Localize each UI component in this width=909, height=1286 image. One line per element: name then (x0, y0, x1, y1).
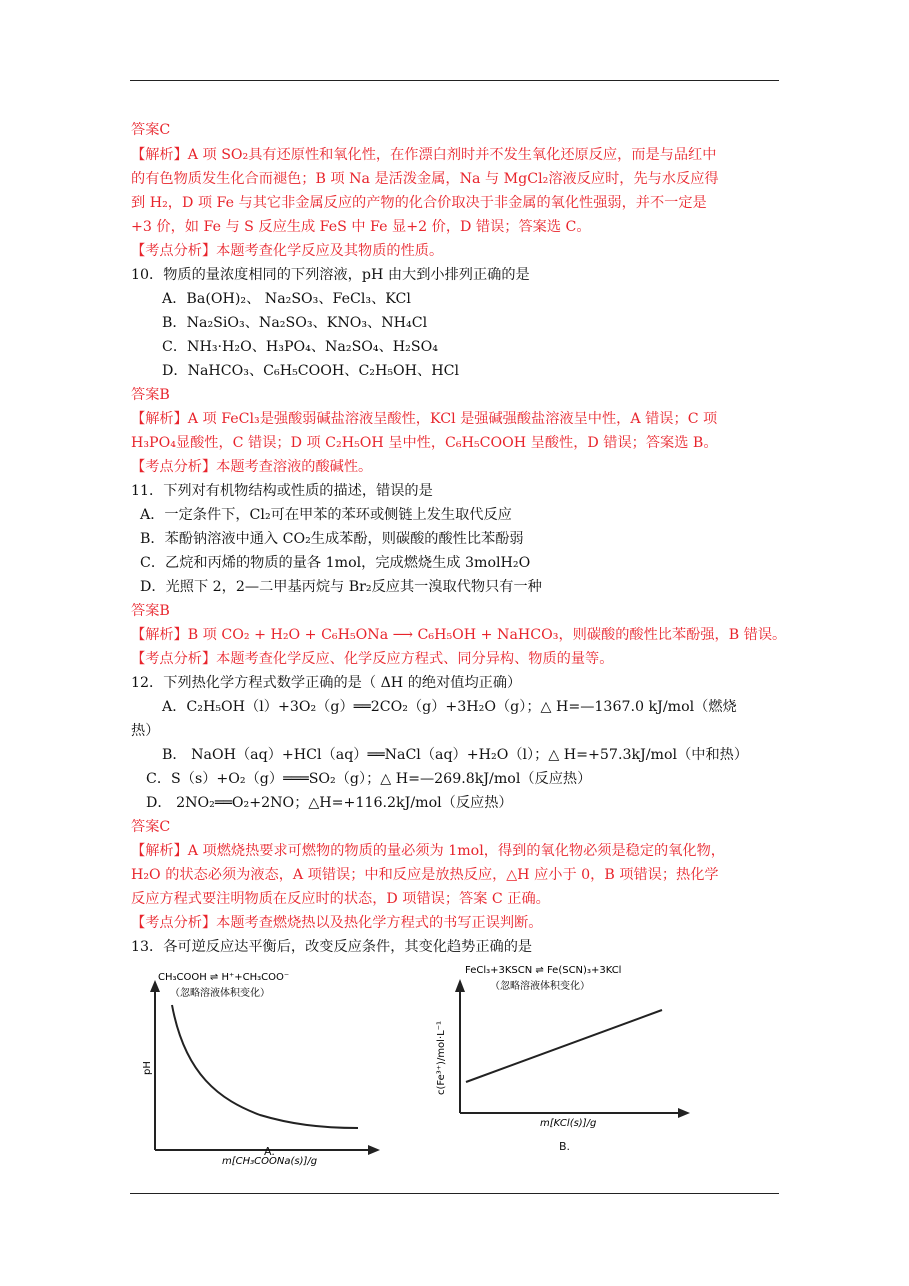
q12-option-a: A．C₂H₅OH（l）+3O₂（g）══2CO₂（g）+3H₂O（g）；△ H=—1367.0 kJ/mol（燃烧 (162, 699, 737, 715)
question-11: 11．下列对有机物结构或性质的描述，错误的是 (131, 483, 433, 499)
figure-a-note: （忽略溶液体积变化） (170, 988, 270, 999)
figure-b-note: （忽略溶液体积变化） (490, 981, 590, 992)
answer-9: 答案C (131, 122, 171, 138)
explanation-10-line2: H₃PO₄显酸性，C 错误；D 项 C₂H₅OH 呈中性，C₆H₅COOH 呈酸性，D 错误；答案选 B。 (131, 435, 718, 451)
analysis-10: 【考点分析】本题考查溶液的酸碱性。 (131, 459, 373, 475)
answer-10: 答案B (131, 387, 170, 403)
figure-a-caption: A. (264, 1145, 275, 1158)
answer-12: 答案C (131, 819, 171, 835)
figure-a-ylabel: pH (142, 1061, 153, 1075)
figure-b (430, 955, 700, 1130)
q11-option-c: C．乙烷和丙烯的物质的量各 1mol，完成燃烧生成 3molH₂O (140, 555, 531, 571)
question-12: 12．下列热化学方程式数学正确的是（ ΔH 的绝对值均正确） (131, 675, 522, 691)
footer-rule (130, 1193, 779, 1194)
explanation-9-line4: +3 价，如 Fe 与 S 反应生成 FeS 中 Fe 显+2 价，D 错误；答案选 C。 (131, 219, 591, 235)
explanation-9-line1: 【解析】A 项 SO₂具有还原性和氧化性，在作漂白剂时并不发生氧化还原反应，而是与品红中 (131, 147, 717, 163)
figure-b-ylabel: c(Fe³⁺)/mol·L⁻¹ (436, 1021, 447, 1095)
figure-a-equation: CH₃COOH ⇌ H⁺+CH₃COO⁻ (158, 972, 290, 983)
answer-11: 答案B (131, 603, 170, 619)
q11-option-d: D．光照下 2，2—二甲基丙烷与 Br₂反应其一溴取代物只有一种 (140, 579, 542, 595)
explanation-9-line2: 的有色物质发生化合而褪色；B 项 Na 是活泼金属，Na 与 MgCl₂溶液反应时，先与水反应得 (131, 171, 719, 187)
q11-option-b: B．苯酚钠溶液中通入 CO₂生成苯酚，则碳酸的酸性比苯酚弱 (140, 531, 524, 547)
analysis-11: 【考点分析】本题考查化学反应、化学反应方程式、同分异构、物质的量等。 (131, 651, 614, 667)
explanation-12-line1: 【解析】A 项燃烧热要求可燃物的物质的量必须为 1mol，得到的氧化物必须是稳定的氧化物， (131, 843, 725, 859)
explanation-9-line3: 到 H₂，D 项 Fe 与其它非金属反应的产物的化合价取决于非金属的氧化性强弱，并不一定是 (131, 195, 707, 211)
figure-a-x-arrow (368, 1145, 380, 1155)
explanation-12-line3: 反应方程式要注明物质在反应时的状态，D 项错误；答案 C 正确。 (131, 891, 550, 907)
explanation-12-line2: H₂O 的状态必须为液态，A 项错误；中和反应是放热反应，△H 应小于 0，B 项错误；热化学 (131, 867, 719, 883)
figure-b-xlabel: m[KCl(s)]/g (540, 1118, 597, 1129)
q12-option-b: B． NaOH（aq）+HCl（aq）══NaCl（aq）+H₂O（l）；△ H=+57.3kJ/mol（中和热） (162, 747, 749, 763)
figure-b-line (466, 1010, 662, 1082)
q10-option-c: C．NH₃·H₂O、H₃PO₄、Na₂SO₄、H₂SO₄ (162, 339, 438, 355)
figure-b-x-arrow (678, 1108, 690, 1118)
explanation-10-line1: 【解析】A 项 FeCl₃是强酸弱碱盐溶液呈酸性，KCl 是强碱强酸盐溶液呈中性，A 错误；C 项 (131, 411, 718, 427)
q12-option-d: D． 2NO₂══O₂+2NO；△H=+116.2kJ/mol（反应热） (146, 795, 513, 811)
figure-a (140, 960, 390, 1170)
explanation-11: 【解析】B 项 CO₂ + H₂O + C₆H₅ONa ⟶ C₆H₅OH + NaHCO₃，则碳酸的酸性比苯酚强，B 错误。 (131, 627, 787, 643)
q10-option-d: D．NaHCO₃、C₆H₅COOH、C₂H₅OH、HCl (162, 363, 460, 379)
q10-option-a: A．Ba(OH)₂、 Na₂SO₃、FeCl₃、KCl (162, 291, 411, 307)
q12-option-c: C．S（s）+O₂（g）═══SO₂（g）；△ H=—269.8kJ/mol（反应热） (146, 771, 592, 787)
q12-option-a-cont: 热） (131, 723, 160, 739)
figure-b-equation: FeCl₃+3KSCN ⇌ Fe(SCN)₃+3KCl (465, 965, 622, 976)
question-10: 10．物质的量浓度相同的下列溶液，pH 由大到小排列正确的是 (131, 267, 530, 283)
header-rule (130, 80, 779, 81)
figure-b-caption: B. (559, 1140, 571, 1153)
figure-a-curve (172, 1005, 358, 1128)
q11-option-a: A．一定条件下，Cl₂可在甲苯的苯环或侧链上发生取代反应 (140, 507, 512, 523)
analysis-9: 【考点分析】本题考查化学反应及其物质的性质。 (131, 243, 444, 259)
figure-b-y-arrow (455, 979, 465, 992)
q10-option-b: B．Na₂SiO₃、Na₂SO₃、KNO₃、NH₄Cl (162, 315, 428, 331)
analysis-12: 【考点分析】本题考查燃烧热以及热化学方程式的书写正误判断。 (131, 915, 543, 931)
question-13: 13．各可逆反应达平衡后，改变反应条件，其变化趋势正确的是 (131, 939, 533, 955)
figure-a-xlabel: m[CH₃COONa(s)]/g (222, 1156, 318, 1167)
